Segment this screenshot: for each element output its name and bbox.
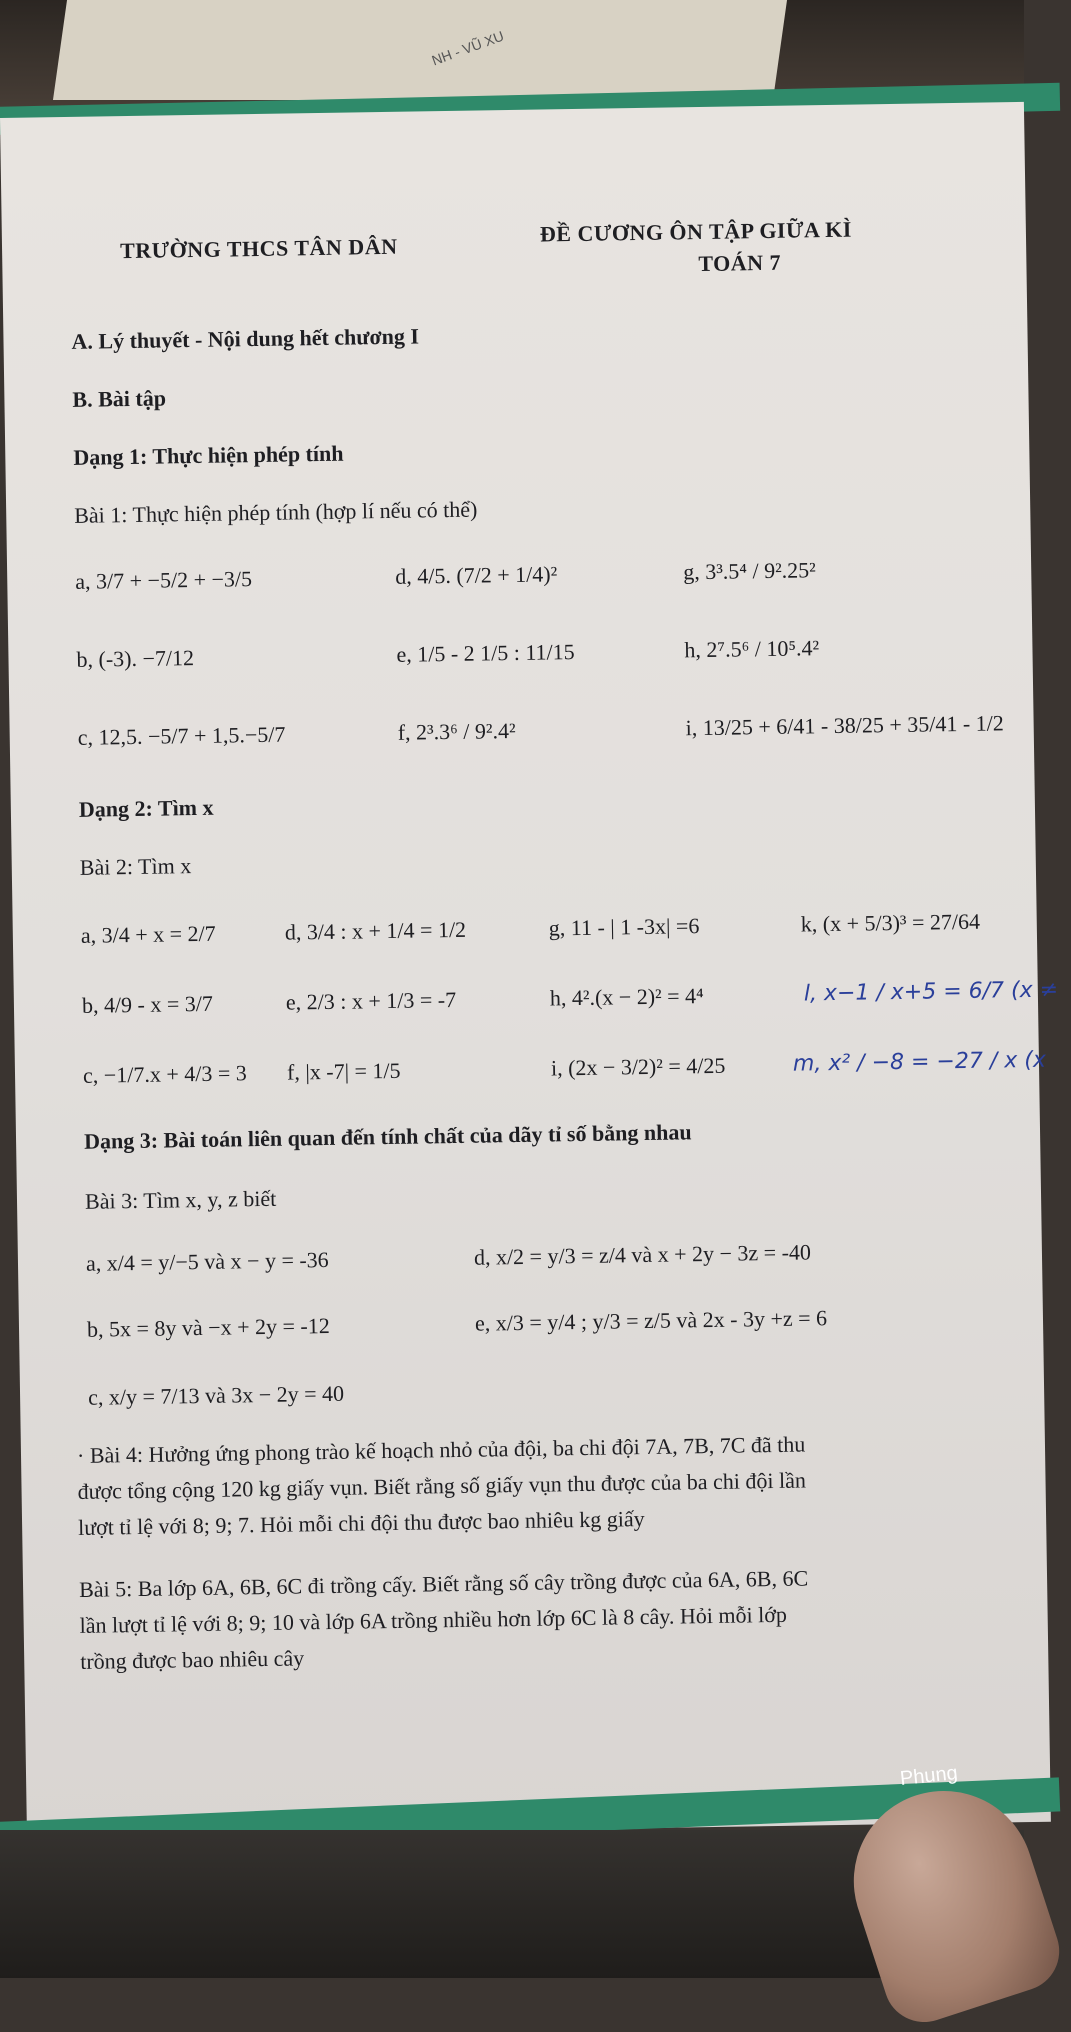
bai2-item-m-handwritten: m, x² / −8 = −27 / x (x bbox=[792, 1047, 1047, 1077]
bai2-item-h: h, 4².(x − 2)² = 4⁴ bbox=[549, 983, 704, 1011]
corner-label: Phung bbox=[898, 1762, 959, 1790]
bai2-item-a: a, 3/4 + x = 2/7 bbox=[80, 920, 216, 948]
bai1-item-h: h, 2⁷.5⁶ / 10⁵.4² bbox=[684, 635, 820, 663]
bai2-item-l-handwritten: l, x−1 / x+5 = 6/7 (x ≠ bbox=[803, 977, 1059, 1007]
bai3-item-a: a, x/4 = y/−5 và x − y = -36 bbox=[85, 1246, 329, 1276]
notebook-label: NH - VŨ XU bbox=[429, 27, 506, 69]
bai2-item-c: c, −1/7.x + 4/3 = 3 bbox=[82, 1060, 247, 1088]
section-exercises: B. Bài tập bbox=[72, 385, 167, 412]
bai2-item-g: g, 11 - | 1 -3x| =6 bbox=[548, 913, 700, 941]
dang1-heading: Dạng 1: Thực hiện phép tính bbox=[73, 440, 344, 470]
school-name: TRƯỜNG THCS TÂN DÂN bbox=[119, 233, 398, 264]
bai2-item-e: e, 2/3 : x + 1/3 = -7 bbox=[285, 986, 457, 1015]
dang3-heading: Dạng 3: Bài toán liên quan đến tính chất của dãy tỉ số bằng nhau bbox=[83, 1119, 692, 1154]
bai1-item-i: i, 13/25 + 6/41 - 38/25 + 35/41 - 1/2 bbox=[685, 710, 1004, 741]
bai4-line-2: được tổng cộng 120 kg giấy vụn. Biết rằng số giấy vụn thu được của ba chi đội lần bbox=[77, 1467, 807, 1504]
bai1-item-e: e, 1/5 - 2 1/5 : 11/15 bbox=[396, 639, 575, 667]
bai4-line-1: · Bài 4: Hưởng ứng phong trào kế hoạch nhỏ của đội, ba chi đội 7A, 7B, 7C đã thu bbox=[76, 1431, 806, 1468]
bai1-item-c: c, 12,5. −5/7 + 1,5.−5/7 bbox=[77, 721, 286, 750]
bai3-title: Bài 3: Tìm x, y, z biết bbox=[84, 1185, 277, 1214]
bai3-item-b: b, 5x = 8y và −x + 2y = -12 bbox=[86, 1312, 330, 1342]
bai5-line-3: trồng được bao nhiêu cây bbox=[80, 1645, 305, 1674]
bai3-item-c: c, x/y = 7/13 và 3x − 2y = 40 bbox=[87, 1380, 345, 1410]
bai2-item-b: b, 4/9 - x = 3/7 bbox=[81, 990, 214, 1018]
bai1-title: Bài 1: Thực hiện phép tính (hợp lí nếu có thể) bbox=[74, 496, 478, 528]
dang2-heading: Dạng 2: Tìm x bbox=[78, 794, 214, 822]
bai1-item-f: f, 2³.3⁶ / 9².4² bbox=[397, 717, 516, 745]
subject-title: TOÁN 7 bbox=[698, 249, 782, 277]
worksheet-page bbox=[0, 102, 1059, 1838]
bai4-line-3: lượt tỉ lệ với 8; 9; 7. Hỏi mỗi chi đội thu được bao nhiêu kg giấy bbox=[77, 1506, 645, 1540]
bai1-item-g: g, 3³.5⁴ / 9².25² bbox=[683, 557, 816, 585]
bai2-title: Bài 2: Tìm x bbox=[79, 853, 192, 880]
bai3-item-d: d, x/2 = y/3 = z/4 và x + 2y − 3z = -40 bbox=[473, 1239, 812, 1270]
bai1-item-a: a, 3/7 + −5/2 + −3/5 bbox=[75, 566, 253, 594]
section-theory: A. Lý thuyết - Nội dung hết chương I bbox=[71, 323, 420, 354]
bai2-item-i: i, (2x − 3/2)² = 4/25 bbox=[550, 1052, 726, 1081]
bai3-item-e: e, x/3 = y/4 ; y/3 = z/5 và 2x - 3y +z = 6 bbox=[474, 1305, 828, 1336]
bai1-item-b: b, (-3). −7/12 bbox=[76, 645, 195, 672]
bai2-item-k: k, (x + 5/3)³ = 27/64 bbox=[800, 908, 981, 937]
bai1-item-d: d, 4/5. (7/2 + 1/4)² bbox=[395, 561, 558, 589]
notebook-cover bbox=[53, 0, 787, 100]
bai2-item-d: d, 3/4 : x + 1/4 = 1/2 bbox=[284, 916, 467, 945]
bai2-item-f: f, |x -7| = 1/5 bbox=[286, 1057, 401, 1085]
document-title: ĐỀ CƯƠNG ÔN TẬP GIỮA KÌ bbox=[539, 216, 853, 247]
bai5-line-2: lần lượt tỉ lệ với 8; 9; 10 và lớp 6A trồng nhiều hơn lớp 6C là 8 cây. Hỏi mỗi lớp bbox=[79, 1601, 788, 1638]
bai5-line-1: Bài 5: Ba lớp 6A, 6B, 6C đi trồng cấy. Biết rằng số cây trồng được của 6A, 6B, 6C bbox=[78, 1565, 809, 1602]
